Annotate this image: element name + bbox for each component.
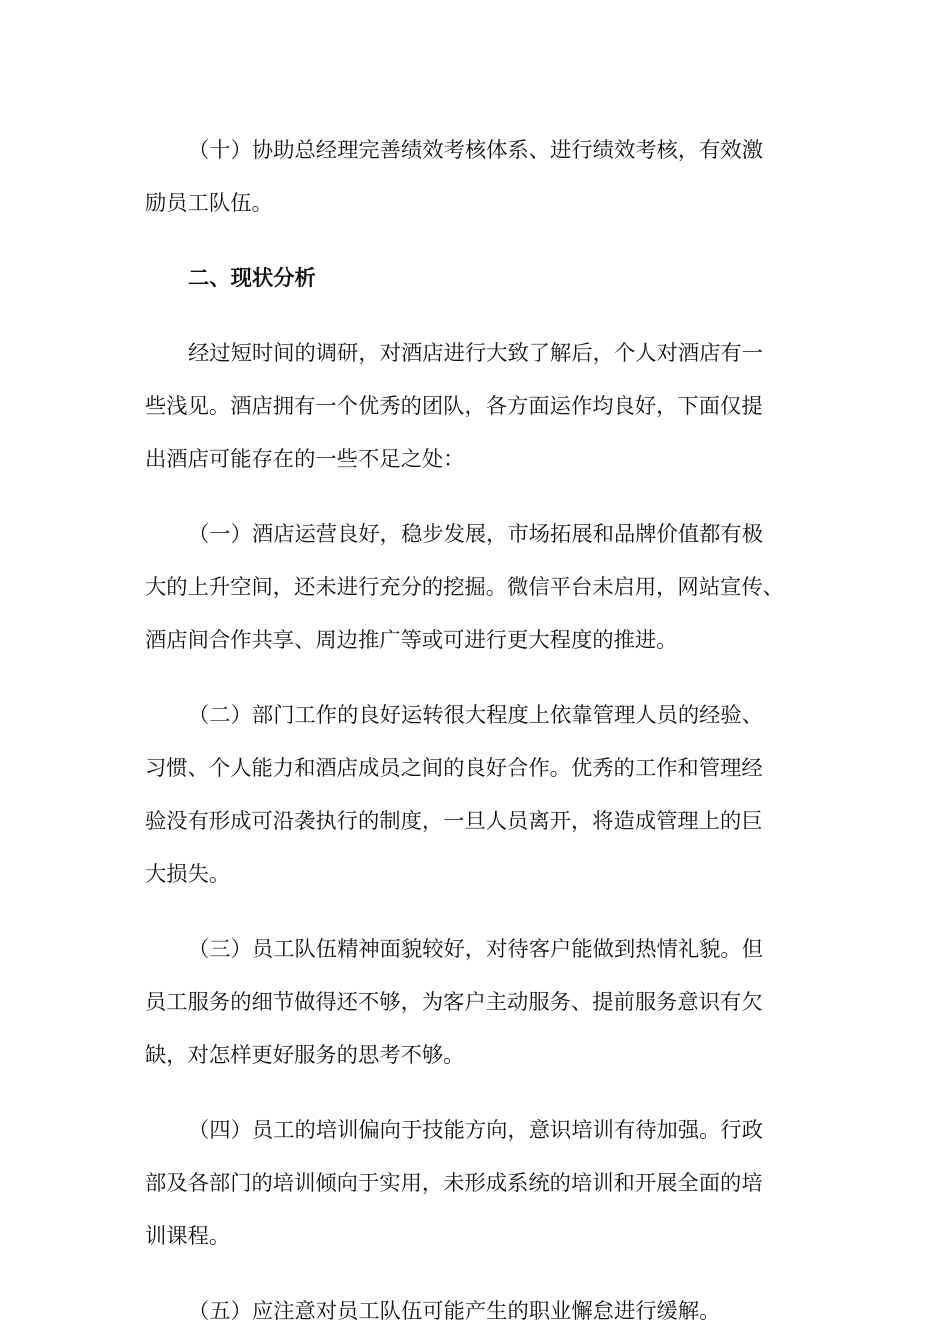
text-line: （一）酒店运营良好，稳步发展，市场拓展和品牌价值都有极 [188,522,764,547]
paragraph-intro [145,327,805,486]
text-line: 大的上升空间，还未进行充分的挖掘。微信平台未启用，网站宣传、 [145,575,784,600]
text-line: 酒店间合作共享、周边推广等或可进行更大程度的推进。 [145,628,678,653]
text-line: 训课程。 [145,1224,231,1249]
text-line: （五）应注意对员工队伍可能产生的职业懈怠进行缓解。 [188,1299,721,1324]
paragraph-item-1 [145,508,805,667]
paragraph-item-4 [145,1104,805,1263]
text-line: 经过短时间的调研，对酒店进行大致了解后，个人对酒店有一 [188,341,764,366]
text-line: （三）员工队伍精神面貌较好，对待客户能做到热情礼貌。但 [188,937,764,962]
text-line: （四）员工的培训偏向于技能方向，意识培训有待加强。行政 [188,1118,764,1143]
text-line: 员工服务的细节做得还不够，为客户主动服务、提前服务意识有欠 [145,990,763,1015]
text-line: （二）部门工作的良好运转很大程度上依靠管理人员的经验、 [188,703,764,728]
paragraph-item-3 [145,923,805,1082]
paragraph-duty-10 [145,124,805,230]
text-line: 缺，对怎样更好服务的思考不够。 [145,1043,465,1068]
text-line: 些浅见。酒店拥有一个优秀的团队，各方面运作均良好，下面仅提 [145,394,763,419]
document-body [145,124,805,1338]
section-heading: 二、现状分析 [188,266,316,291]
text-line: 大损失。 [145,862,231,887]
text-line: 出酒店可能存在的一些不足之处： [145,447,465,472]
text-line: 部及各部门的培训倾向于实用，未形成系统的培训和开展全面的培 [145,1171,763,1196]
text-line: 习惯、个人能力和酒店成员之间的良好合作。优秀的工作和管理经 [145,756,763,781]
paragraph-item-5 [145,1285,805,1338]
text-line: 验没有形成可沿袭执行的制度，一旦人员离开，将造成管理上的巨 [145,809,763,834]
text-line: （十）协助总经理完善绩效考核体系、进行绩效考核，有效激 [188,138,764,163]
paragraph-item-2 [145,689,805,901]
text-line: 励员工队伍。 [145,191,273,216]
